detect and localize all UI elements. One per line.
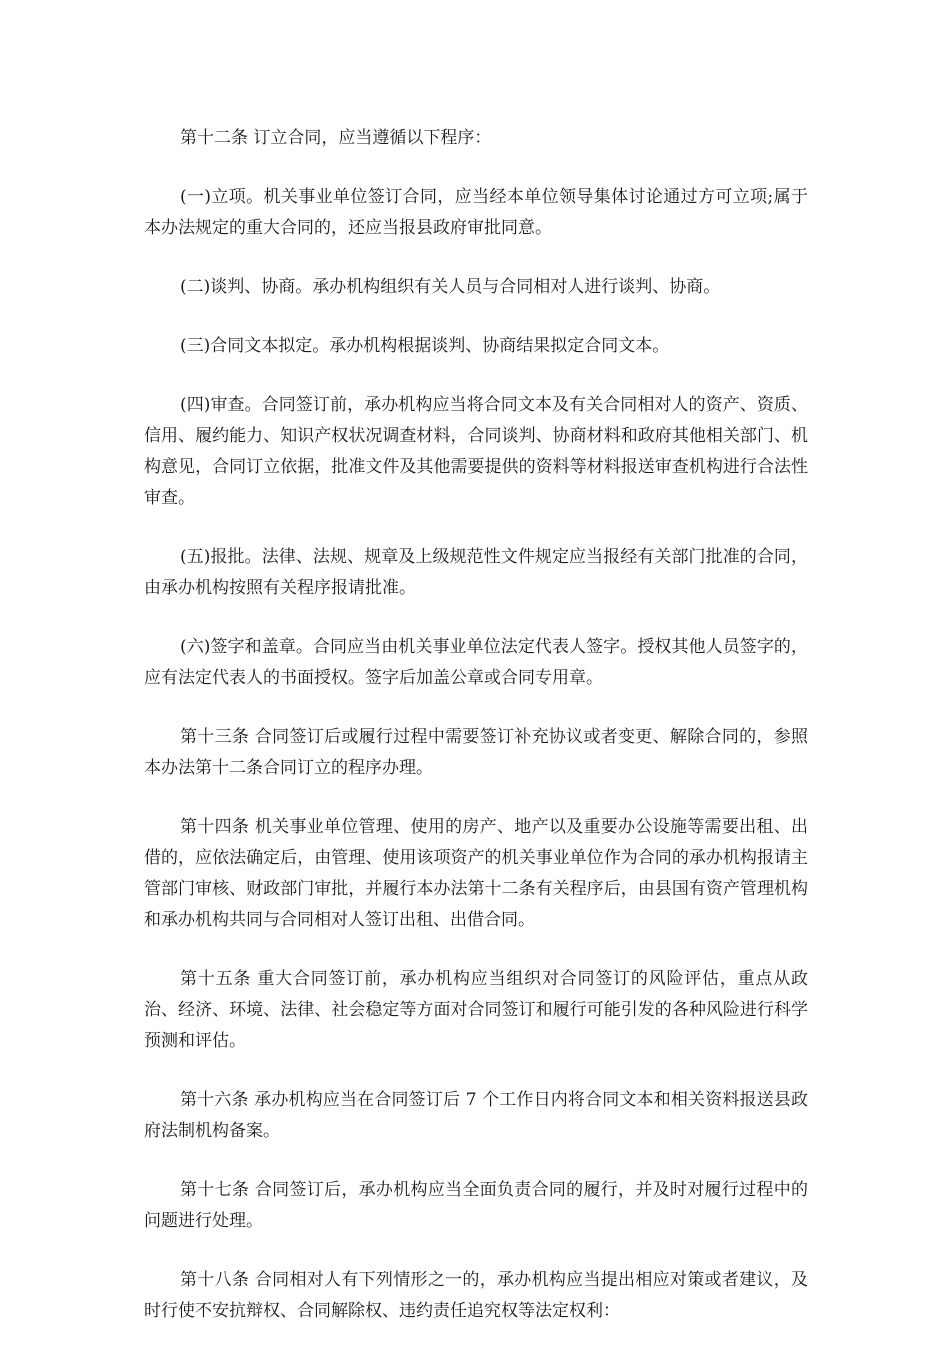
document-body — [144, 123, 808, 1355]
article-17: 第十七条 合同签订后，承办机构应当全面负责合同的履行，并及时对履行过程中的问题进行处理。 — [144, 1180, 808, 1231]
article-12-item-5: (五)报批。法律、法规、规章及上级规范性文件规定应当报经有关部门批准的合同，由承办机构按照有关程序报请批准。 — [144, 547, 808, 598]
article-12-item-1: (一)立项。机关事业单位签订合同，应当经本单位领导集体讨论通过方可立项;属于本办法规定的重大合同的，还应当报县政府审批同意。 — [144, 187, 808, 238]
article-12-item-2: (二)谈判、协商。承办机构组织有关人员与合同相对人进行谈判、协商。 — [180, 277, 721, 297]
article-15: 第十五条 重大合同签订前，承办机构应当组织对合同签订的风险评估，重点从政治、经济、环境、法律、社会稳定等方面对合同签订和履行可能引发的各种风险进行科学预测和评估。 — [144, 969, 808, 1051]
article-16: 第十六条 承办机构应当在合同签订后 7 个工作日内将合同文本和相关资料报送县政府法制机构备案。 — [144, 1090, 808, 1141]
article-14: 第十四条 机关事业单位管理、使用的房产、地产以及重要办公设施等需要出租、出借的，应依法确定后，由管理、使用该项资产的机关事业单位作为合同的承办机构报请主管部门审核、财政部门审批，并履行本办法第十二条有关程序后，由县国有资产管理机构和承办机构共同与合同相对人签订出租、出借合同。 — [144, 817, 808, 930]
article-12-item-4: (四)审查。合同签订前，承办机构应当将合同文本及有关合同相对人的资产、资质、信用、履约能力、知识产权状况调查材料，合同谈判、协商材料和政府其他相关部门、机构意见，合同订立依据，批准文件及其他需要提供的资料等材料报送审查机构进行合法性审查。 — [144, 395, 808, 508]
article-12-item-6: (六)签字和盖章。合同应当由机关事业单位法定代表人签字。授权其他人员签字的，应有法定代表人的书面授权。签字后加盖公章或合同专用章。 — [144, 637, 808, 688]
article-13: 第十三条 合同签订后或履行过程中需要签订补充协议或者变更、解除合同的，参照本办法第十二条合同订立的程序办理。 — [144, 727, 808, 778]
article-18: 第十八条 合同相对人有下列情形之一的，承办机构应当提出相应对策或者建议，及时行使不安抗辩权、合同解除权、违约责任追究权等法定权利： — [144, 1270, 808, 1321]
article-12-item-3: (三)合同文本拟定。承办机构根据谈判、协商结果拟定合同文本。 — [180, 336, 670, 356]
article-12-heading: 第十二条 订立合同，应当遵循以下程序： — [180, 128, 492, 148]
